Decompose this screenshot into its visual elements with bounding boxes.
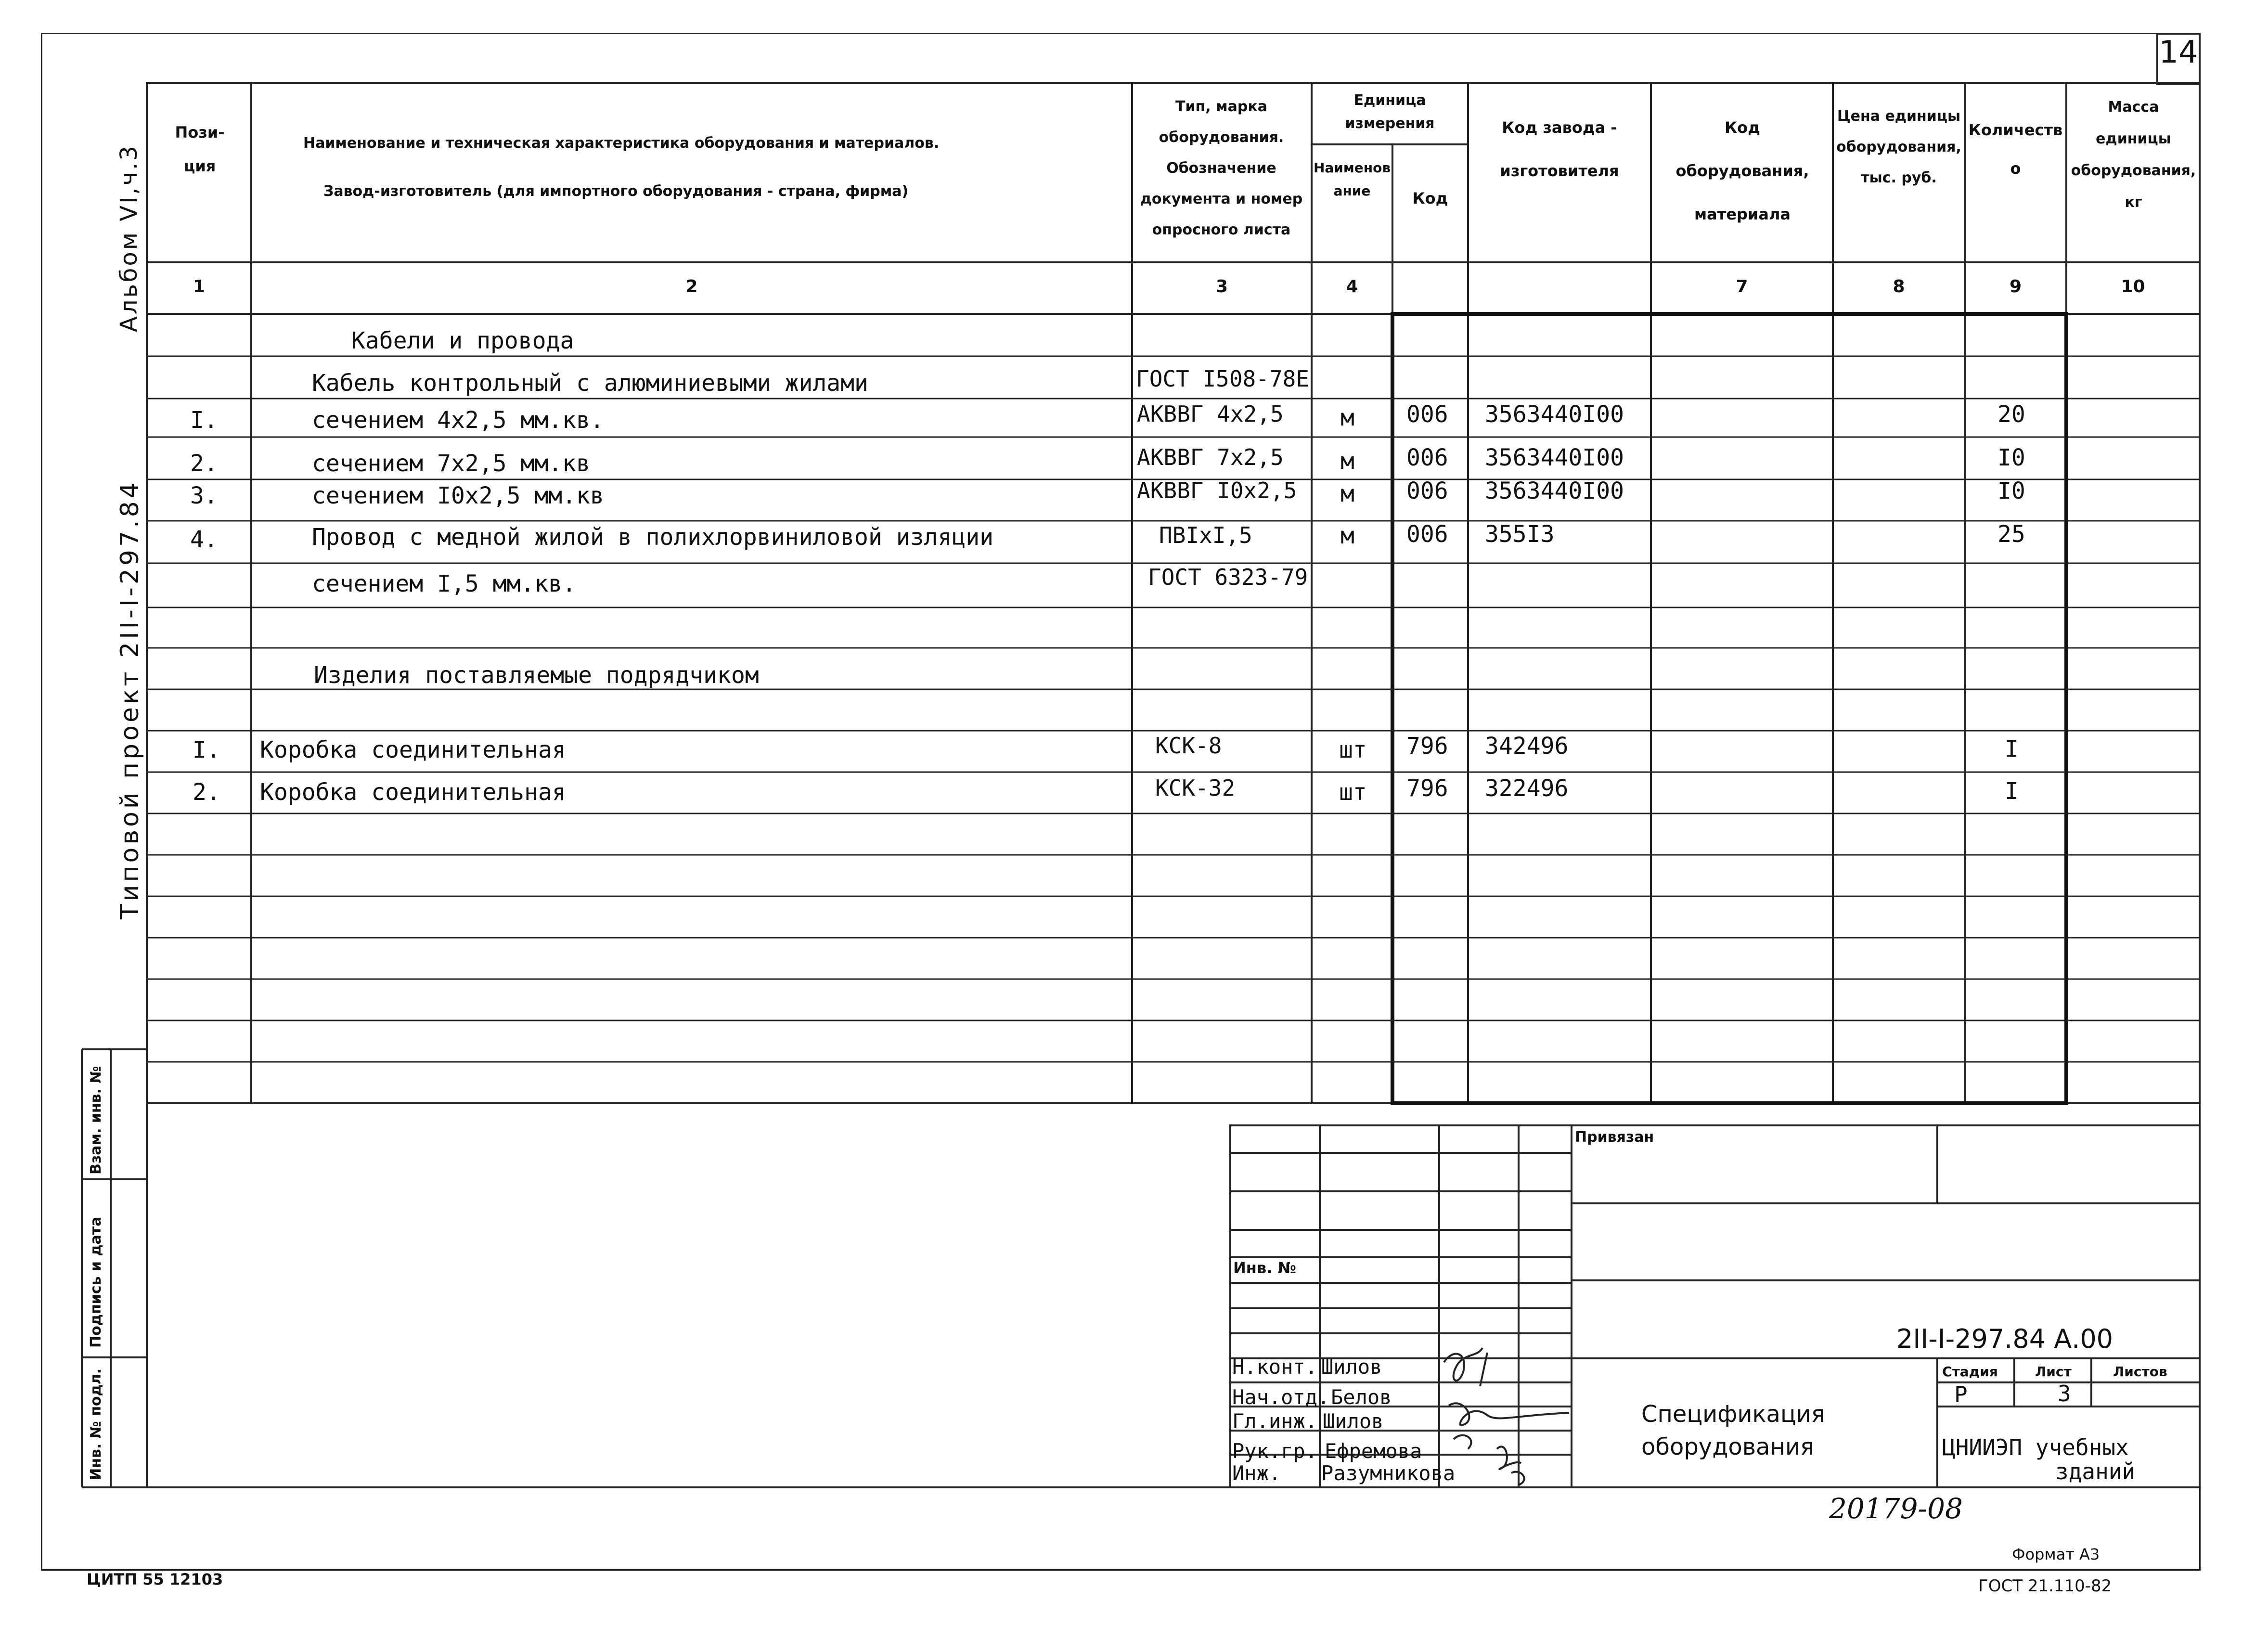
row-unit: м bbox=[1340, 404, 1354, 431]
row-qty: I bbox=[2005, 736, 2019, 762]
row-name: сечением I,5 мм.кв. bbox=[312, 570, 577, 597]
row-type: ГОСТ 6323-79 bbox=[1148, 564, 1308, 590]
row-type: ПВIхI,5 bbox=[1159, 522, 1252, 548]
stage-value: Р bbox=[1954, 1381, 1968, 1407]
stamp-original-inv: Инв. № подл. bbox=[88, 1368, 104, 1480]
row-qty: I bbox=[2005, 778, 2019, 805]
signer-role: Н.конт. bbox=[1232, 1355, 1318, 1379]
row-unit: м bbox=[1340, 448, 1354, 475]
signer-name: Шилов bbox=[1321, 1355, 1382, 1379]
row-qty: 25 bbox=[1997, 521, 2025, 548]
column-number-4: 4 bbox=[1346, 277, 1358, 297]
row-code: 006 bbox=[1406, 444, 1448, 471]
stamp-replace-inv: Взам. инв. № bbox=[88, 1066, 104, 1174]
column-number-8: 8 bbox=[1893, 277, 1905, 297]
row-name: сечением 7х2,5 мм.кв bbox=[312, 450, 590, 477]
row-plant: 3563440I00 bbox=[1485, 401, 1624, 428]
row-name: Кабели и провода bbox=[351, 327, 574, 354]
row-qty: I0 bbox=[1997, 444, 2025, 471]
column-number-3: 3 bbox=[1215, 277, 1228, 297]
row-unit: м bbox=[1340, 522, 1354, 549]
sheet-label: Лист bbox=[2035, 1364, 2072, 1380]
header-equipment-code: Код оборудования, материала bbox=[1675, 118, 1809, 223]
signer-name: Ефремова bbox=[1325, 1439, 1422, 1463]
header-unit-group: Единица измерения bbox=[1345, 92, 1435, 132]
column-number-2: 2 bbox=[685, 277, 698, 297]
row-code: 006 bbox=[1406, 401, 1448, 428]
row-type: ГОСТ I508-78Е bbox=[1136, 366, 1310, 392]
header-unit-code: Код bbox=[1412, 189, 1448, 207]
print-mark: ЦИТП 55 12103 bbox=[87, 1570, 223, 1588]
bound-label: Привязан bbox=[1575, 1129, 1654, 1146]
sheets-label: Листов bbox=[2113, 1364, 2167, 1380]
row-type: КСК-8 bbox=[1155, 733, 1222, 759]
inv-label: Инв. № bbox=[1233, 1259, 1296, 1277]
document-code: 2II-I-297.84 А.00 bbox=[1896, 1324, 2113, 1354]
row-pos: 3. bbox=[190, 482, 218, 509]
row-type: КСК-32 bbox=[1155, 775, 1236, 801]
header-name-line1: Наименование и техническая характеристика оборудования и материалов. bbox=[303, 135, 940, 152]
row-name: Провод с медной жилой в полихлорвиниловой изляции bbox=[312, 524, 994, 551]
row-pos: 4. bbox=[190, 526, 218, 553]
row-name: сечением I0х2,5 мм.кв bbox=[312, 482, 604, 509]
row-pos: 2. bbox=[193, 779, 220, 806]
row-type: АКВВГ I0х2,5 bbox=[1137, 477, 1297, 503]
archive-number: 20179-08 bbox=[1829, 1492, 1963, 1525]
row-name: сечением 4х2,5 мм.кв. bbox=[312, 407, 604, 434]
row-code: 006 bbox=[1406, 521, 1448, 548]
header-plant-code: Код завода - изготовителя bbox=[1500, 118, 1619, 180]
doc-title-line1: Спецификация bbox=[1641, 1401, 1825, 1428]
row-qty: 20 bbox=[1997, 401, 2025, 428]
row-name: Кабель контрольный с алюминиевыми жилами bbox=[312, 370, 868, 397]
header-price: Цена единицы оборудования, тыс. руб. bbox=[1836, 108, 1961, 186]
signatures bbox=[1434, 1343, 1579, 1487]
column-number-9: 9 bbox=[2009, 277, 2022, 297]
stage-label: Стадия bbox=[1942, 1364, 1998, 1380]
row-plant: 3563440I00 bbox=[1485, 477, 1624, 504]
signer-role: Инж. bbox=[1232, 1461, 1281, 1485]
row-type: АКВВГ 4х2,5 bbox=[1137, 401, 1284, 427]
doc-title-line2: оборудования bbox=[1641, 1433, 1814, 1460]
signer-name: Шилов bbox=[1323, 1409, 1384, 1433]
row-qty: I0 bbox=[1997, 477, 2025, 504]
header-unit-name: Наименование bbox=[1313, 160, 1391, 199]
stamp-signature-date: Подпись и дата bbox=[88, 1216, 104, 1348]
signer-role: Рук.гр. bbox=[1232, 1439, 1318, 1463]
row-code: 006 bbox=[1406, 477, 1448, 504]
org-line1: ЦНИИЭП учебных bbox=[1942, 1434, 2129, 1460]
row-pos: I. bbox=[193, 736, 220, 763]
header-quantity: Количество bbox=[1968, 121, 2063, 178]
column-number-7: 7 bbox=[1736, 277, 1748, 297]
signer-name: Белов bbox=[1331, 1385, 1392, 1409]
gost-label: ГОСТ 21.110-82 bbox=[1978, 1576, 2112, 1596]
row-type: АКВВГ 7х2,5 bbox=[1137, 444, 1284, 470]
album-label: Альбом VI,ч.3 bbox=[116, 144, 142, 332]
row-pos: 2. bbox=[190, 450, 218, 477]
column-number-1: 1 bbox=[193, 277, 206, 297]
header-name-line2: Завод-изготовитель (для импортного оборудования - страна, фирма) bbox=[323, 183, 909, 200]
column-number-10: 10 bbox=[2121, 277, 2145, 297]
format-label: Формат А3 bbox=[2012, 1545, 2100, 1563]
row-unit: шт bbox=[1339, 736, 1367, 763]
row-plant: 3563440I00 bbox=[1485, 444, 1624, 471]
header-type: Тип, марка оборудования. Обозначение документа и номер опросного листа bbox=[1140, 98, 1303, 238]
row-name: Коробка соединительная bbox=[260, 779, 566, 806]
project-label: Типовой проект 2II-I-297.84 bbox=[116, 479, 144, 919]
signer-role: Гл.инж. bbox=[1232, 1409, 1318, 1433]
row-name: Коробка соединительная bbox=[260, 736, 566, 763]
sheet-value: 3 bbox=[2058, 1381, 2071, 1407]
sheet-number: 14 bbox=[2159, 35, 2198, 70]
header-position: Пози- ция bbox=[175, 123, 225, 175]
row-plant: 342496 bbox=[1485, 733, 1569, 760]
row-pos: I. bbox=[190, 407, 218, 434]
org-line2: зданий bbox=[2055, 1458, 2136, 1484]
row-code: 796 bbox=[1406, 775, 1448, 802]
header-mass: Масса единицы оборудования, кг bbox=[2071, 99, 2196, 211]
row-code: 796 bbox=[1406, 733, 1448, 760]
row-unit: шт bbox=[1339, 779, 1367, 806]
row-plant: 322496 bbox=[1485, 775, 1569, 802]
signer-role: Нач.отд. bbox=[1232, 1385, 1330, 1409]
signer-name: Разумникова bbox=[1321, 1461, 1456, 1485]
row-unit: м bbox=[1340, 480, 1354, 507]
row-name: Изделия поставляемые подрядчиком bbox=[314, 662, 759, 689]
row-plant: 355I3 bbox=[1485, 521, 1555, 548]
